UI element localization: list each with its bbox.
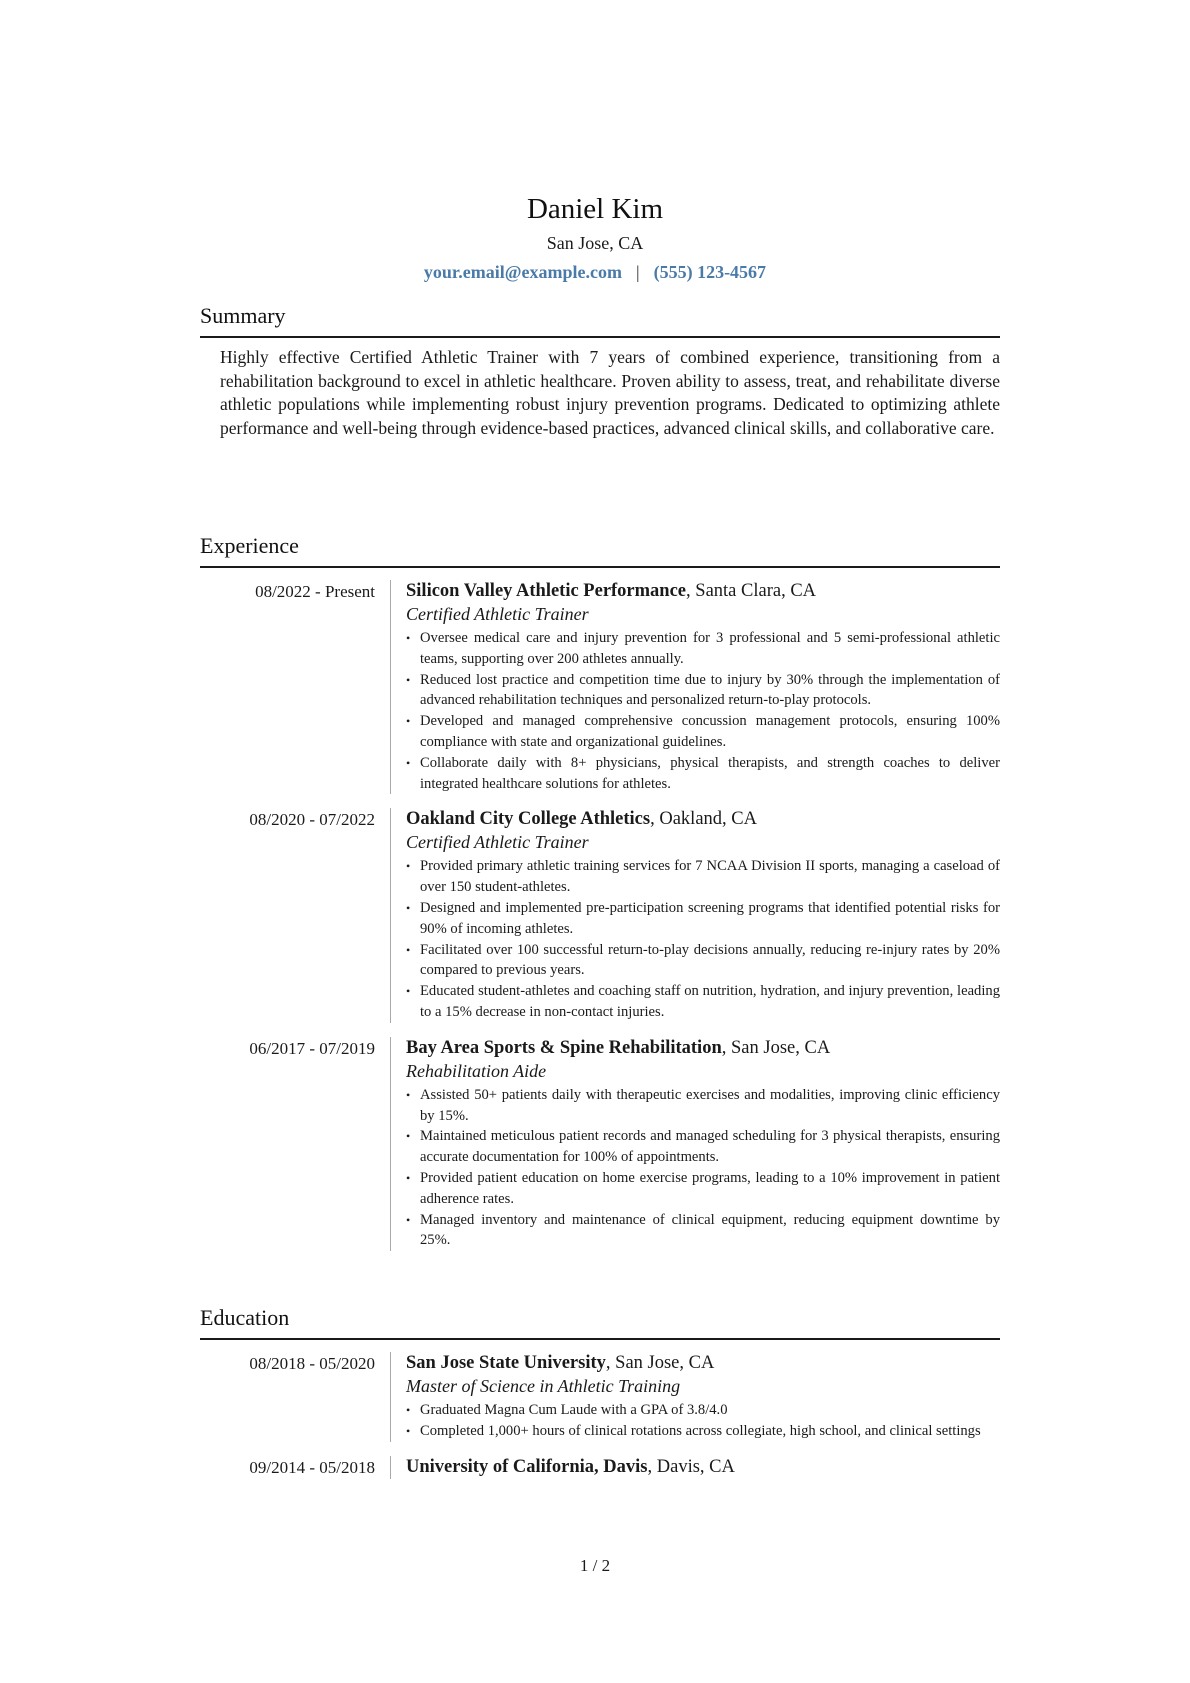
section-title-experience: Experience [200,532,1000,568]
entry-location: , San Jose, CA [605,1353,715,1373]
bullet-item: • Assisted 50+ patients daily with therapeutic exercises and modalities, improving clinic efficiency by 15%. [406,1085,1000,1127]
entry-location: , Oakland, CA [650,809,757,830]
experience-entry [200,808,1000,1022]
bullet-item: • Designed and implemented pre-participation screening programs that identified potential risks for 90% of incoming athletes. [406,898,1000,940]
contact-separator: | [635,262,640,282]
entry-bullets [406,628,1000,794]
entry-date: 06/2017 - 07/2019 [249,1038,375,1058]
phone-link[interactable]: (555) 123-4567 [653,262,767,282]
entry-organization: Oakland City College Athletics [406,809,651,830]
page-number: 1 / 2 [579,1556,611,1575]
education-entry [200,1352,1000,1442]
entry-bullets [406,1085,1000,1251]
entry-role: Rehabilitation Aide [406,1060,547,1081]
experience-entry [200,580,1000,794]
bullet-item: • Oversee medical care and injury prevention for 3 professional and 5 semi-professional athletic teams, supporting over 200 athletes annually. [406,628,1000,670]
bullet-item: • Reduced lost practice and competition time due to injury by 30% through the implementation of advanced rehabilitation techniques and personalized return-to-play protocols. [406,670,1000,712]
experience-entry [200,1037,1000,1251]
entry-bullets [406,856,1000,1022]
bullet-item: • Facilitated over 100 successful return-to-play decisions annually, reducing re-injury rates by 20% compared to previous years. [406,940,1000,982]
entry-location: , Davis, CA [647,1456,735,1477]
entry-location: , San Jose, CA [721,1037,831,1058]
bullet-item: • Developed and managed comprehensive concussion management protocols, ensuring 100% compliance with state and organizational guidelines. [406,711,1000,753]
education-section [200,1304,1000,1479]
candidate-location: San Jose, CA [546,233,644,253]
bullet-item: • Maintained meticulous patient records and managed scheduling for 3 physical therapists, ensuring accurate documentation for 100% of appointments. [406,1126,1000,1168]
experience-section [200,532,1000,1251]
bullet-item: • Managed inventory and maintenance of clinical equipment, reducing equipment downtime by 25%. [406,1210,1000,1252]
entry-heading [406,808,1000,831]
bullet-item: • Completed 1,000+ hours of clinical rotations across collegiate, high school, and clinical settings [406,1421,1000,1442]
bullet-item: • Provided primary athletic training services for 7 NCAA Division II sports, managing a caseload of over 150 student-athletes. [406,856,1000,898]
entry-date: 09/2014 - 05/2018 [249,1457,375,1477]
section-title-education: Education [200,1304,1000,1340]
entry-organization: Silicon Valley Athletic Performance [406,581,687,601]
summary-section [200,302,1000,440]
bullet-item: • Educated student-athletes and coaching staff on nutrition, hydration, and injury prevention, leading to a 15% decrease in non-contact injuries. [406,981,1000,1023]
entry-body [390,1352,1000,1442]
entry-degree: Master of Science in Athletic Training [406,1376,681,1396]
entry-body [390,808,1000,1022]
entry-bullets [406,1400,1000,1442]
contact-line [0,260,1190,284]
section-title-summary: Summary [200,302,1000,338]
entry-date: 08/2020 - 07/2022 [249,810,375,830]
entry-body [390,1456,1000,1479]
bullet-item: • Provided patient education on home exercise programs, leading to a 10% improvement in patient adherence rates. [406,1168,1000,1210]
entry-role: Certified Athletic Trainer [406,832,589,853]
resume-header [0,190,1190,284]
candidate-name: Daniel Kim [526,193,664,225]
bullet-item: • Graduated Magna Cum Laude with a GPA of 3.8/4.0 [406,1400,1000,1421]
entry-heading [406,1456,1000,1479]
entry-body [390,1037,1000,1251]
bullet-item: • Collaborate daily with 8+ physicians, physical therapists, and strength coaches to deliver integrated healthcare solutions for athletes. [406,753,1000,795]
entry-date: 08/2022 - Present [255,582,375,601]
entry-organization: Bay Area Sports & Spine Rehabilitation [406,1037,722,1058]
entry-heading [406,1352,1000,1375]
entry-role: Certified Athletic Trainer [406,604,589,624]
entry-location: , Santa Clara, CA [686,581,817,601]
email-link[interactable]: your.email@example.com [423,262,622,282]
entry-organization: University of California, Davis [406,1456,648,1477]
summary-text: Highly effective Certified Athletic Trainer with 7 years of combined experience, transitioning from a rehabilitation background to excel in athletic healthcare. Proven ability to assess, treat, and rehabilitate diverse athletic populations while implementing robust injury prevention programs. Dedicated to optimizing athlete performance and well-being through evidence-based practices, advanced clinical skills, and collaborative care. [220,347,1000,438]
entry-body [390,580,1000,794]
entry-date: 08/2018 - 05/2020 [249,1354,375,1373]
education-entry [200,1456,1000,1479]
entry-organization: San Jose State University [406,1353,606,1373]
entry-heading [406,580,1000,603]
entry-heading [406,1037,1000,1060]
